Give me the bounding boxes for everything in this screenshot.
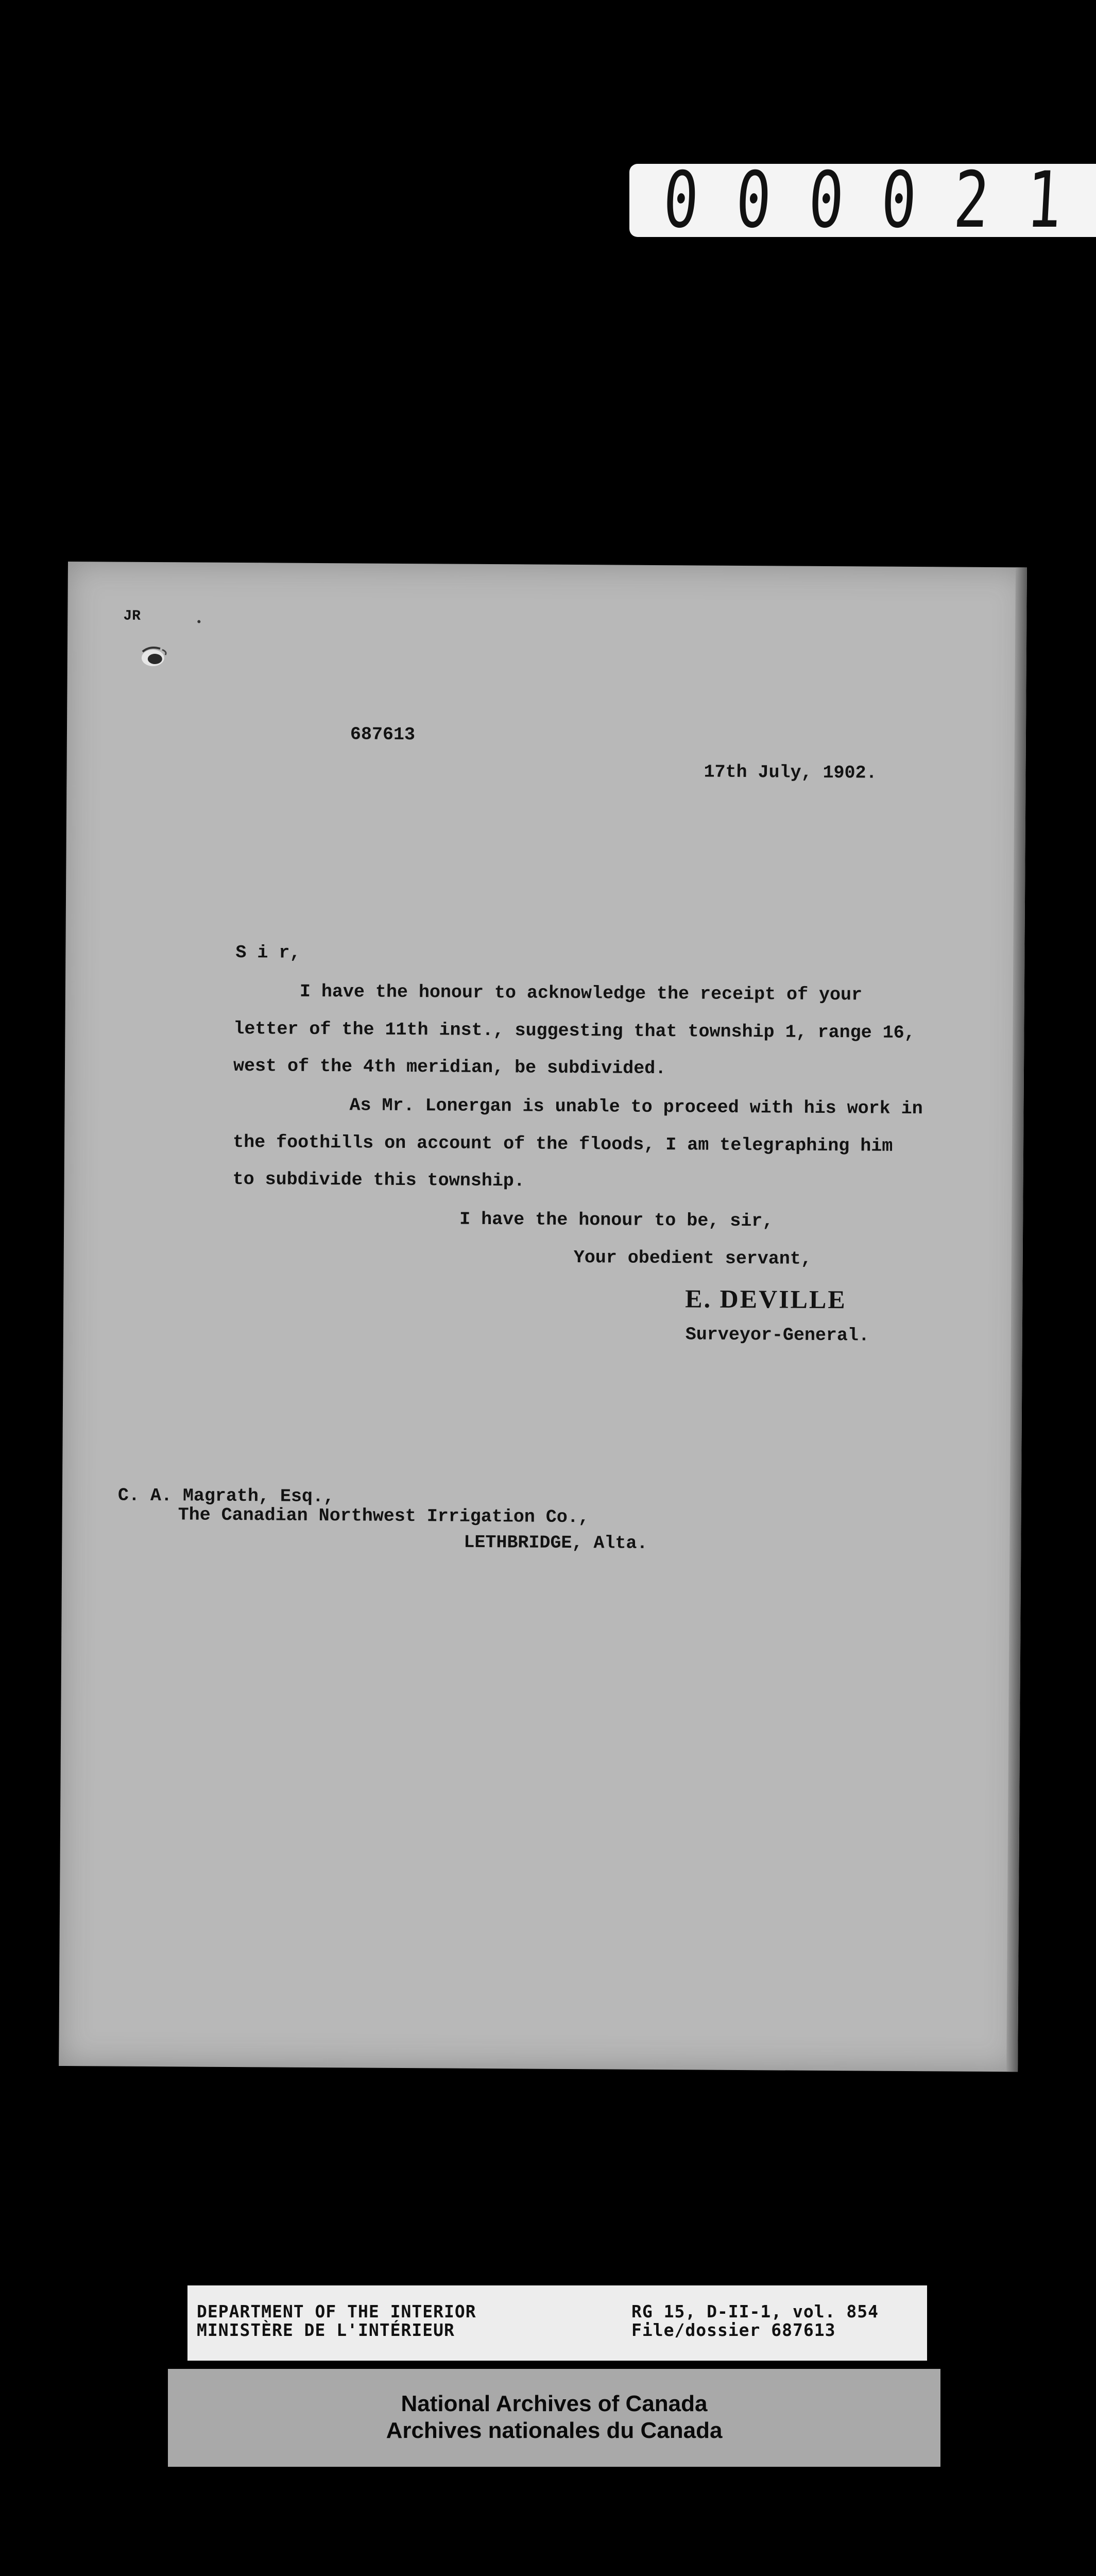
- record-group: RG 15, D-II-1, vol. 854: [631, 2301, 879, 2321]
- typist-initials: JR: [123, 608, 141, 624]
- address-line: The Canadian Northwest Irrigation Co.,: [178, 1504, 589, 1528]
- closing-line: Your obedient servant,: [573, 1247, 812, 1269]
- frame-digit: 0: [734, 156, 774, 245]
- body-line: letter of the 11th inst., suggesting that township 1, range 16,: [233, 1018, 915, 1044]
- frame-counter: [629, 156, 1096, 245]
- address-line: LETHBRIDGE, Alta.: [464, 1532, 648, 1554]
- page-edge-shadow: [1006, 567, 1027, 2072]
- punch-mark-icon: [140, 645, 169, 668]
- frame-digit: 1: [1024, 156, 1064, 245]
- letter-date: 17th July, 1902.: [704, 761, 877, 784]
- salutation: S i r,: [235, 942, 301, 963]
- ink-speck: [197, 620, 200, 623]
- closing-line: I have the honour to be, sir,: [459, 1209, 774, 1232]
- signature-name: E. DEVILLE: [685, 1284, 847, 1314]
- body-line: As Mr. Lonergan is unable to proceed with his work in: [349, 1095, 923, 1120]
- frame-digit: 0: [879, 156, 919, 245]
- frame-digit: 2: [952, 156, 991, 245]
- archive-name-french: Archives nationales du Canada: [386, 2418, 723, 2443]
- body-line: the foothills on account of the floods, I am telegraphing him: [232, 1131, 893, 1157]
- file-dossier: File/dossier 687613: [631, 2320, 836, 2340]
- letter-sheet: [59, 562, 1027, 2072]
- address-line: C. A. Magrath, Esq.,: [117, 1485, 335, 1507]
- department-french: MINISTÈRE DE L'INTÉRIEUR: [197, 2320, 455, 2340]
- reference-label: [187, 2285, 927, 2361]
- body-line: I have the honour to acknowledge the receipt of your: [299, 981, 863, 1006]
- signature-title: Surveyor-General.: [685, 1324, 870, 1346]
- frame-digit: 0: [807, 156, 846, 245]
- archive-name-english: National Archives of Canada: [401, 2391, 708, 2416]
- department-english: DEPARTMENT OF THE INTERIOR: [197, 2301, 476, 2321]
- body-line: to subdivide this township.: [232, 1168, 525, 1192]
- archive-banner: [168, 2369, 940, 2467]
- frame-digit: 0: [661, 156, 701, 245]
- body-line: west of the 4th meridian, be subdivided.: [233, 1055, 666, 1079]
- file-number: 687613: [350, 724, 416, 745]
